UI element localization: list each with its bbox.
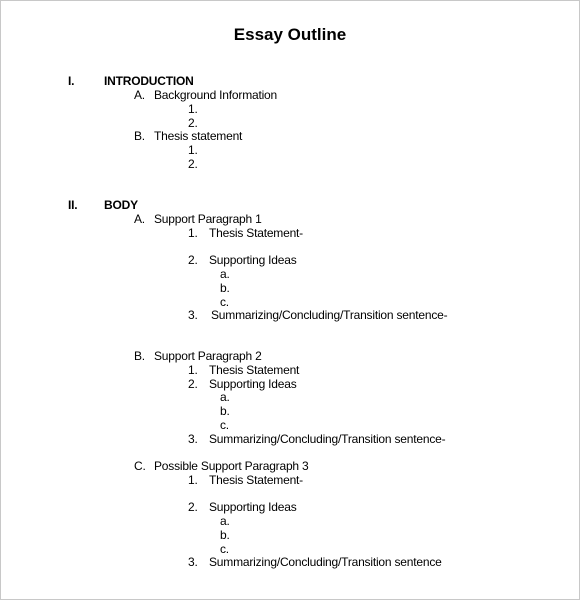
sub-number: 1.: [188, 473, 198, 487]
sub-text: Thesis Statement: [209, 363, 300, 377]
sub-number: 3.: [188, 308, 198, 322]
item-letter: C.: [134, 459, 146, 473]
sub-text: Thesis Statement-: [209, 473, 303, 487]
sub-number: 3.: [188, 432, 198, 446]
section-numeral: I.: [68, 74, 75, 88]
sub-number: 1.: [188, 143, 198, 157]
sub-letter: a.: [220, 514, 230, 528]
sub-number: 1.: [188, 363, 198, 377]
sub-number: 2.: [188, 116, 198, 130]
sub-number: 2.: [188, 377, 198, 391]
sub-text: Supporting Ideas: [209, 377, 297, 391]
item-letter: A.: [134, 88, 145, 102]
sub-letter: a.: [220, 267, 230, 281]
sub-letter: a.: [220, 390, 230, 404]
sub-number: 2.: [188, 253, 198, 267]
item-label-support-paragraph-1: Support Paragraph 1: [154, 212, 262, 226]
sub-text: Thesis Statement-: [209, 226, 303, 240]
sub-number: 1.: [188, 102, 198, 116]
sub-text: Summarizing/Concluding/Transition sentence-: [209, 432, 446, 446]
sub-letter: b.: [220, 281, 230, 295]
sub-text: Summarizing/Concluding/Transition sentence: [209, 555, 442, 569]
sub-number: 2.: [188, 500, 198, 514]
item-label-thesis-statement: Thesis statement: [154, 129, 243, 143]
sub-number: 2.: [188, 157, 198, 171]
section-heading-body: BODY: [104, 198, 138, 212]
item-label-support-paragraph-3: Possible Support Paragraph 3: [154, 459, 309, 473]
item-letter: B.: [134, 129, 145, 143]
section-heading-introduction: INTRODUCTION: [104, 74, 194, 88]
sub-number: 1.: [188, 226, 198, 240]
sub-letter: c.: [220, 542, 229, 556]
sub-number: 3.: [188, 555, 198, 569]
sub-text: Supporting Ideas: [209, 253, 297, 267]
sub-text: Summarizing/Concluding/Transition sentence-: [211, 308, 448, 322]
item-letter: A.: [134, 212, 145, 226]
item-letter: B.: [134, 349, 145, 363]
sub-text: Supporting Ideas: [209, 500, 297, 514]
sub-letter: b.: [220, 404, 230, 418]
section-numeral: II.: [68, 198, 78, 212]
item-label-support-paragraph-2: Support Paragraph 2: [154, 349, 262, 363]
sub-letter: b.: [220, 528, 230, 542]
item-label-background-information: Background Information: [154, 88, 278, 102]
sub-letter: c.: [220, 295, 229, 309]
page-title: Essay Outline: [233, 25, 347, 44]
sub-letter: c.: [220, 418, 229, 432]
